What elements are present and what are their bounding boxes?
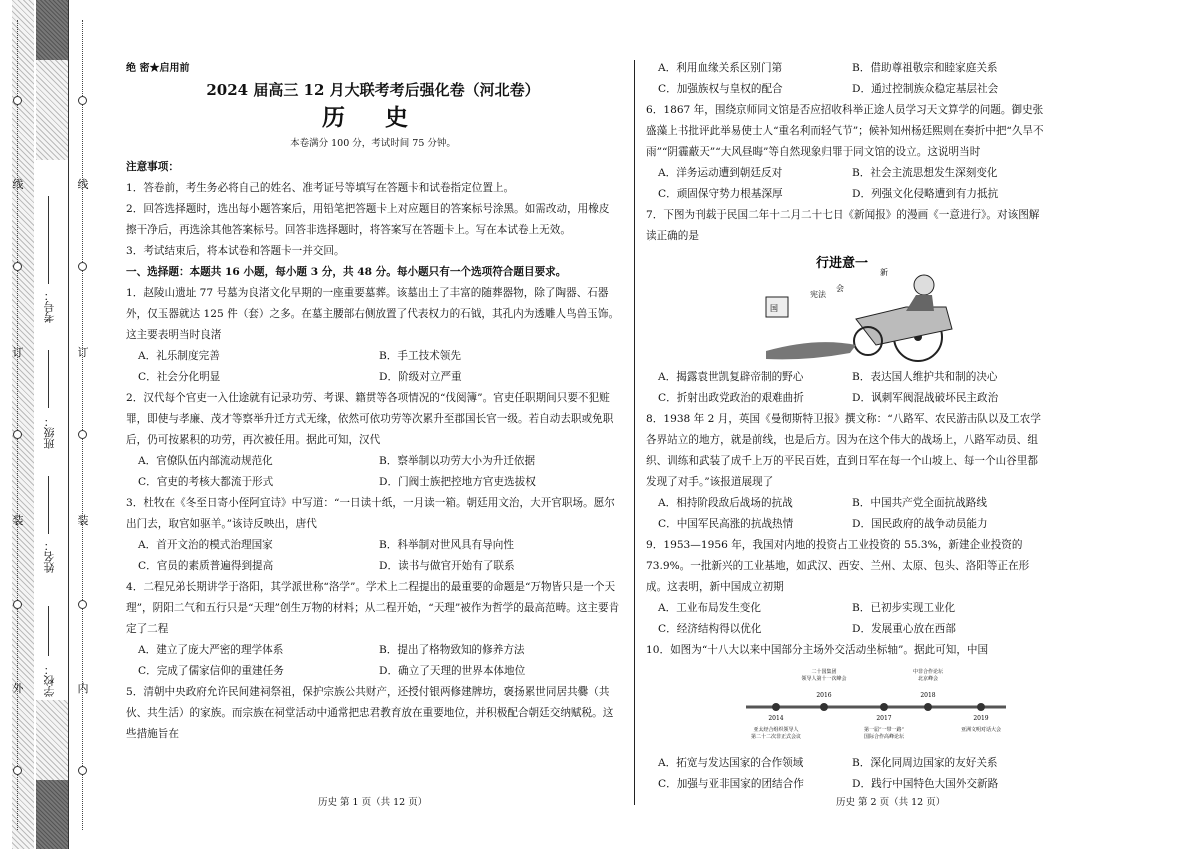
timeline-figure xyxy=(736,663,1016,751)
timeline-year: 2017 xyxy=(876,715,892,722)
option: B．察举制以功劳大小为升迁依据 xyxy=(379,455,536,467)
option: C．加强与亚非国家的团结合作 xyxy=(658,778,804,790)
option: D．国民政府的战争动员能力 xyxy=(852,518,988,530)
option: D．践行中国特色大国外交新路 xyxy=(852,778,999,790)
timeline-bottom-label: 第一届“一带一路” xyxy=(863,727,905,733)
binding-hole xyxy=(78,262,87,271)
option: B．手工技术领先 xyxy=(379,350,461,362)
option-list xyxy=(658,367,1046,409)
binding-hole xyxy=(78,766,87,775)
binding-hole xyxy=(78,600,87,609)
question-stem: 1．赵陵山遗址 77 号墓为良渚文化早期的一座重要墓葬。该墓出土了丰富的随葬器物，除了陶器、石器外，仅玉器就达 125 件（套）之多。在墓主腰部右侧放置了代表权力的石钺，其孔内为透雕人鸟兽玉饰。这主要表明当时良渚 xyxy=(126,287,620,341)
page-footer-right: 历史 第 2 页（共 12 页） xyxy=(836,797,946,808)
option-list xyxy=(658,753,1046,795)
column-divider xyxy=(634,60,635,805)
option-list xyxy=(138,640,620,682)
question-stem: 3．杜牧在《冬至日寄小侄阿宜诗》中写道：“一日读十纸，一月读一箱。朝廷用文治，大开官职场。愿尔出门去，取官如驱羊。”该诗反映出，唐代 xyxy=(126,497,615,530)
exam-meta: 本卷满分 100 分，考试时间 75 分钟。 xyxy=(290,138,456,149)
confidential-mark: 绝 密★启用前 xyxy=(126,63,190,74)
class-label: 班级： xyxy=(43,416,56,449)
option-list xyxy=(138,451,620,493)
timeline-bottom-label: 亚洲文明对话大会 xyxy=(960,727,1002,733)
option-list xyxy=(658,598,1046,640)
timeline-node xyxy=(820,703,828,711)
timeline-year: 2018 xyxy=(920,692,936,699)
strip-hatch-outer xyxy=(12,0,34,849)
question-stem: 10．如图为“十八大以来中国部分主场外交活动坐标轴”。据此可知，中国 xyxy=(646,644,989,656)
option: B．深化同周边国家的友好关系 xyxy=(852,757,998,769)
school-field[interactable] xyxy=(48,606,49,656)
question-stem: 5．清朝中央政府允许民间建祠祭祖，保护宗族公共财产，还授付银两修建牌坊，褒扬累世同居共爨（共伙、共生活）的家族。而宗族在祠堂活动中通常把忠君教育放在重要地位，并积极配合朝廷交纳赋税。这些措施旨在 xyxy=(126,686,614,740)
timeline-node xyxy=(924,703,932,711)
line-char: 线 xyxy=(77,178,89,191)
cartoon-label: 新 xyxy=(880,268,888,277)
cartoon-figure xyxy=(756,249,986,365)
option: A．礼乐制度完善 xyxy=(138,350,220,362)
timeline-bottom-label: 国际合作高峰论坛 xyxy=(863,734,905,740)
order-char: 订 xyxy=(12,346,24,359)
question-list-right xyxy=(646,58,1046,795)
order-char: 订 xyxy=(77,346,89,359)
note-item: 1．答卷前，考生务必将自己的姓名、准考证号等填写在答题卡和试卷指定位置上。 xyxy=(126,182,515,194)
binding-hole xyxy=(78,430,87,439)
question-stem: 6．1867 年，围绕京师同文馆是否应招收科举正途人员学习天文算学的问题。御史张盛藻上书批评此举易使士人“重名利而轻气节”；候补知州杨廷熙则在奏折中把“久旱不雨”“阴霾蔽天”“大风昼晦”等自然现象归罪于同文馆的设立。这说明当时 xyxy=(646,104,1044,158)
option: A．工业布局发生变化 xyxy=(658,602,761,614)
bind-char: 装 xyxy=(12,514,24,527)
question-stem: 8．1938 年 2 月，英国《曼彻斯特卫报》撰文称：“八路军、农民游击队以及工农学各界站立的地方，就是前线，也是后方。因为在这个伟大的战场上，八路军动员、组织、训练和武装了成千上万的平民百姓，直到日军在每一个山坡上、每一个山谷里都发现了对手。”该报道展现了 xyxy=(646,413,1041,488)
option: D．读书与做官开始有了联系 xyxy=(379,560,515,572)
option: C．完成了儒家信仰的重建任务 xyxy=(138,665,284,677)
inner-cut-line xyxy=(82,20,83,830)
timeline-year: 2014 xyxy=(768,715,784,722)
outer-cut-line xyxy=(17,20,18,830)
page-footer-left: 历史 第 1 页（共 12 页） xyxy=(318,797,428,808)
section-heading: 一、选择题：本题共 16 小题，每小题 3 分，共 48 分。每小题只有一个选项符合题目要求。 xyxy=(126,266,567,278)
option: A．官僚队伍内部流动规范化 xyxy=(138,455,273,467)
option: A．相持阶段敌后战场的抗战 xyxy=(658,497,793,509)
cartoon-ground xyxy=(766,342,856,359)
timeline-top-label: 领导人第十一次峰会 xyxy=(801,676,847,682)
option: A．建立了庞大严密的理学体系 xyxy=(138,644,284,656)
option-list xyxy=(138,346,620,388)
binding-hole xyxy=(13,600,22,609)
cartoon-label: 宪法 xyxy=(810,290,826,299)
option: D．讽刺军阀混战破坏民主政治 xyxy=(852,392,999,404)
cartoon-label: 国 xyxy=(770,304,778,313)
note-item: 3．考试结束后，将本试卷和答题卡一并交回。 xyxy=(126,245,345,257)
notes-heading: 注意事项： xyxy=(126,161,179,173)
option: B．中国共产党全面抗战路线 xyxy=(852,497,987,509)
timeline-top-label: 北京峰会 xyxy=(917,676,939,682)
binding-hole xyxy=(13,430,22,439)
page-1-column xyxy=(126,58,620,745)
cartoon-car-body xyxy=(856,307,952,345)
option: B．借助尊祖敬宗和睦家庭关系 xyxy=(852,62,998,74)
option: A．洋务运动遭到朝廷反对 xyxy=(658,167,783,179)
inner-char: 内 xyxy=(77,682,89,695)
option: B．科举制对世风具有导向性 xyxy=(379,539,514,551)
question-stem: 2．汉代每个官吏一入仕途就有记录功劳、考课、籍贯等各项情况的“伐阅簿”。官吏任职期间只要不犯赃罪，即使与孝廉、茂才等察举升迁方式无缘，依然可依功劳等次累升至郡国长官一级。若自动去职或免职后，仍可按累积的功劳，再次被任用。据此可知，汉代 xyxy=(126,392,614,446)
timeline-bottom-label: 第二十二次非正式会议 xyxy=(750,734,802,740)
bind-char: 装 xyxy=(77,514,89,527)
exam-title: 2024 届高三 12 月大联考考后强化卷（河北卷） xyxy=(206,81,540,99)
option: D．门阀士族把控地方官吏选拔权 xyxy=(379,476,536,488)
option: C．中国军民高涨的抗战热情 xyxy=(658,518,794,530)
cartoon-label: 会 xyxy=(836,284,844,293)
timeline-bottom-label: 亚太经合组织领导人 xyxy=(753,727,799,733)
option: C．顽固保守势力根基深厚 xyxy=(658,188,783,200)
cartoon-caption: 行进意一 xyxy=(816,256,869,271)
option: C．社会分化明显 xyxy=(138,371,221,383)
option-list xyxy=(138,535,620,577)
exam-number-field[interactable] xyxy=(48,196,49,284)
option: D．发展重心放在西部 xyxy=(852,623,956,635)
option-list xyxy=(658,58,1046,100)
name-label: 姓名： xyxy=(43,540,56,573)
strip-hatch-top xyxy=(36,60,68,160)
option: D．列强文化侵略遭到有力抵抗 xyxy=(852,188,999,200)
strip-dark-top xyxy=(36,0,68,60)
option: B．表达国人维护共和制的决心 xyxy=(852,371,998,383)
option: D．阶级对立严重 xyxy=(379,371,462,383)
option: B．已初步实现工业化 xyxy=(852,602,956,614)
option: A．拓宽与发达国家的合作领域 xyxy=(658,757,804,769)
timeline-year: 2019 xyxy=(973,715,989,722)
timeline-top-label: 二十国集团 xyxy=(811,669,837,675)
strip-edge-line xyxy=(68,0,69,849)
timeline-node xyxy=(977,703,985,711)
option: D．确立了天理的世界本体地位 xyxy=(379,665,526,677)
option: A．利用血缘关系区别门第 xyxy=(658,62,783,74)
timeline-node xyxy=(772,703,780,711)
option: C．折射出政党政治的艰难曲折 xyxy=(658,392,804,404)
option: C．官吏的考核大都流于形式 xyxy=(138,476,274,488)
strip-dark-bottom xyxy=(36,780,68,849)
binding-hole xyxy=(13,766,22,775)
class-field[interactable] xyxy=(48,350,49,408)
question-stem: 7．下图为刊载于民国二年十二月二十七日《新闻报》的漫画《一意进行》。对该图解读正确的是 xyxy=(646,209,1040,242)
question-stem: 9．1953—1956 年，我国对内地的投资占工业投资的 55.3%，新建企业投资的 73.9%。一批新兴的工业基地，如武汉、西安、兰州、太原、包头、洛阳等正在形成。这表明，新中国成立初期 xyxy=(646,539,1030,593)
note-item: 2．回答选择题时，选出每小题答案后，用铅笔把答题卡上对应题目的答案标号涂黑。如需改动，用橡皮擦干净后，再选涂其他答案标号。回答非选择题时，将答案写在答题卡上。写在本试卷上无效。 xyxy=(126,203,610,236)
cartoon-driver-body xyxy=(906,295,934,311)
exam-number-label: 考号： xyxy=(43,290,56,323)
option-list xyxy=(658,163,1046,205)
binding-hole xyxy=(78,96,87,105)
strip-hatch-bottom xyxy=(36,700,68,780)
school-label: 学校： xyxy=(43,664,56,697)
option: B．提出了格物致知的修养方法 xyxy=(379,644,525,656)
timeline-svg xyxy=(736,663,1016,751)
option: A．首开文治的模式治理国家 xyxy=(138,539,273,551)
binding-hole xyxy=(13,96,22,105)
name-field[interactable] xyxy=(48,476,49,534)
cartoon-driver-head xyxy=(914,275,934,295)
timeline-top-label: 中非合作论坛 xyxy=(912,669,944,675)
timeline-node xyxy=(880,703,888,711)
option: B．社会主流思想发生深刻变化 xyxy=(852,167,998,179)
option: C．经济结构得以优化 xyxy=(658,623,762,635)
subject-title: 历 史 xyxy=(321,104,424,131)
option: C．官员的素质普遍得到提高 xyxy=(138,560,274,572)
timeline-year: 2016 xyxy=(816,692,832,699)
option-list xyxy=(658,493,1046,535)
option: D．通过控制族众稳定基层社会 xyxy=(852,83,999,95)
cartoon-svg xyxy=(756,249,986,365)
binding-strip xyxy=(0,0,100,849)
page-2-column xyxy=(646,58,1046,795)
option: A．揭露袁世凯复辟帝制的野心 xyxy=(658,371,804,383)
outer-char: 外 xyxy=(12,682,24,695)
binding-hole xyxy=(13,262,22,271)
option: C．加强族权与皇权的配合 xyxy=(658,83,783,95)
line-char: 线 xyxy=(12,178,24,191)
question-list-left xyxy=(126,283,620,745)
question-stem: 4．二程兄弟长期讲学于洛阳，其学派世称“洛学”。学术上二程提出的最重要的命题是“万物皆只是一个天理”，阴阳二气和五行只是“天理”创生万物的材料；从二程开始，“天理”被作为哲学的最高范畴。这主要肯定了二程 xyxy=(126,581,620,635)
